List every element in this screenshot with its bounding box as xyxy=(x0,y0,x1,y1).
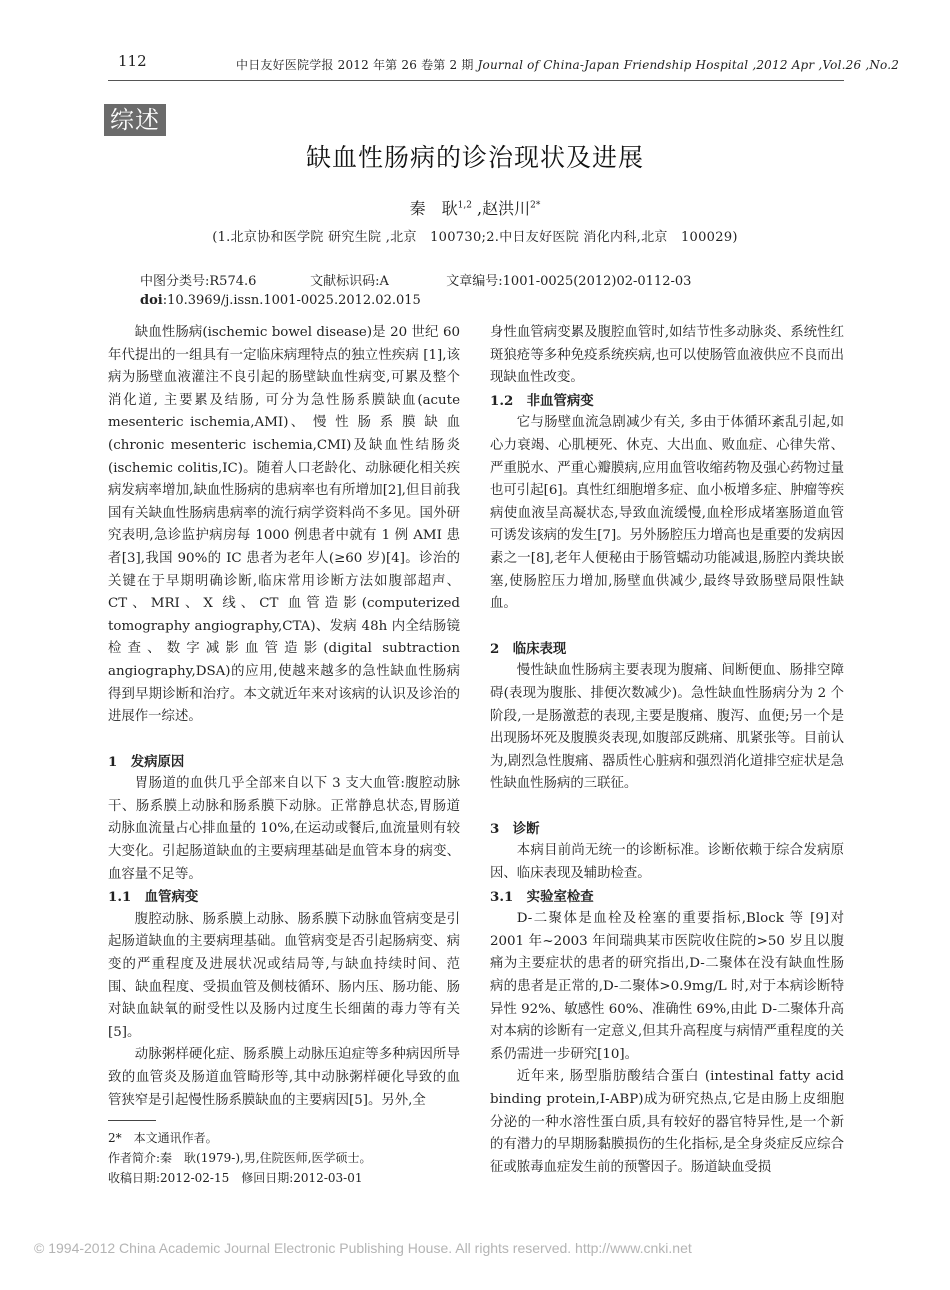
header-rule xyxy=(108,80,844,81)
footnote-corresponding: 2* 本文通讯作者。 xyxy=(108,1131,218,1145)
section-1-1-paragraph-a: 腹腔动脉、肠系膜上动脉、肠系膜下动脉血管病变是引起肠道缺血的主要病理基础。血管病变是否引起肠病变、病变的严重程度及进展状况或结局等,与缺血持续时间、范围、缺血程度、受损血管及侧枝循环、肠内压、肠功能、肠对缺血缺氧的耐受性以及肠内过度生长细菌的毒力等有关[5]。 xyxy=(108,911,460,1040)
section-3-1-heading: 3.1 实验室检查 xyxy=(490,888,594,905)
page-number: 112 xyxy=(118,52,147,70)
author-separator: , xyxy=(471,199,483,218)
section-3-paragraph: 本病目前尚无统一的诊断标准。诊断依赖于综合发病原因、临床表现及辅助检查。 xyxy=(490,843,844,882)
doi-label: doi xyxy=(140,293,163,308)
section-2-heading: 2 临床表现 xyxy=(490,640,567,657)
doi xyxy=(140,293,421,308)
section-1-2-heading: 1.2 非血管病变 xyxy=(490,392,594,409)
section-3-1-paragraph-b: 近年来, 肠型脂肪酸结合蛋白 (intestinal fatty acid binding protein,I-ABP)成为研究热点,它是由肠上皮细胞分泌的一种水溶性蛋白质,具有较好的器官特异性,是一个新的有潜力的早期肠黏膜损伤的生化指标,是全身炎症反应综合征或脓毒血症发生前的预警因子。肠道缺血受损 xyxy=(490,1069,844,1175)
author-1-affil: 1,2 xyxy=(457,200,472,211)
article-meta xyxy=(140,270,691,289)
intro-paragraph: 缺血性肠病(ischemic bowel disease)是 20 世纪 60 年代提出的一组具有一定临床病理特点的独立性疾病 [1],该病为肠壁血液灌注不良引起的肠壁缺血性病变,可累及整个消化道, 主要累及结肠, 可分为急性肠系膜缺血(acute mesenteric ischemia,AMI)、 慢 性 肠 系 膜 缺 血 (chronic mesenteric ischemia,CMI)及缺血性结肠炎(ischemic colitis,IC)。随着人口老龄化、动脉硬化相关疾病发病率增加,缺血性肠病的患病率也有所增加[2],但目前我国有关缺血性肠病患病率的流行病学资料尚不多见。国外研究表明,急诊监护病房每 1000 例患者中就有 1 例 AMI 患者[3],我国 90%的 IC 患者为老年人(≥60 岁)[4]。诊治的关键在于早期明确诊断,临床常用诊断方法如腹部超声、CT、MRI、X 线、CT 血管造影(computerized tomography angiography,CTA)、发病 48h 内全结肠镜检查、数字减影血管造影(digital subtraction angiography,DSA)的应用,使越来越多的急性缺血性肠病得到早期诊断和治疗。本文就近年来对该病的认识及诊治的进展作一综述。 xyxy=(108,325,460,725)
document-code: 文献标识码:A xyxy=(310,274,389,289)
right-column xyxy=(490,322,844,1179)
affiliation: (1.北京协和医学院 研究生院 ,北京 100730;2.中日友好医院 消化内科,北京 100029) xyxy=(212,230,738,245)
section-2-paragraph: 慢性缺血性肠病主要表现为腹痛、间断便血、肠排空障碍(表现为腹胀、排便次数减少)。急性缺血性肠病分为 2 个阶段,一是肠激惹的表现,主要是腹痛、腹泻、血便;另一个是出现肠坏死及腹膜炎表现,如腹部反跳痛、肌紧张等。目前认为,剧烈急性腹痛、器质性心脏病和强烈消化道排空症状是急性缺血性肠病的三联征。 xyxy=(490,663,844,792)
section-1-2-paragraph: 它与肠壁血流急剧减少有关, 多由于体循环紊乱引起,如心力衰竭、心肌梗死、休克、大出血、败血症、心律失常、严重脱水、严重心瓣膜病,应用血管收缩药物及强心药物过量也可引起[6]。真性红细胞增多症、血小板增多症、肿瘤等疾病使血液呈高凝状态,导致血流缓慢,血栓形成堵塞肠道血管可诱发该病的发生[7]。另外肠腔压力增高也是重要的发病因素之一[8],老年人便秘由于肠管蠕动功能减退,肠腔内粪块嵌塞,使肠腔压力增加,肠壁血供减少,最终导致肠壁局限性缺血。 xyxy=(490,415,844,612)
running-header xyxy=(236,56,899,73)
doi-value: :10.3969/j.issn.1001-0025.2012.02.015 xyxy=(162,293,421,308)
footnotes xyxy=(108,1128,371,1188)
footnote-rule xyxy=(108,1120,156,1121)
continued-paragraph: 身性血管病变累及腹腔血管时,如结节性多动脉炎、系统性红斑狼疮等多种免疫系统疾病,也可以使肠管血液供应不良而出现缺血性改变。 xyxy=(490,325,844,386)
author-1: 秦 耿 xyxy=(409,199,458,218)
running-header-en: Journal of China-Japan Friendship Hospital ,2012 Apr ,Vol.26 ,No.2 xyxy=(477,58,900,72)
author-2-affil: 2* xyxy=(530,200,541,211)
section-tag: 综述 xyxy=(104,104,166,136)
clc-number: 中图分类号:R574.6 xyxy=(140,274,257,289)
article-number: 文章编号:1001-0025(2012)02-0112-03 xyxy=(446,274,692,289)
author-2: 赵洪川 xyxy=(482,199,531,218)
footnote-author-bio: 作者简介:秦 耿(1979-),男,住院医师,医学硕士。 xyxy=(108,1151,372,1165)
section-1-heading: 1 发病原因 xyxy=(108,753,185,770)
authors xyxy=(0,196,950,219)
section-1-paragraph: 胃肠道的血供几乎全部来自以下 3 支大血管:腹腔动脉干、肠系膜上动脉和肠系膜下动脉。正常静息状态,胃肠道动脉血流量占心排血量的 10%,在运动或餐后,血流量则有较大变化。引起肠道缺血的主要病理基础是血管本身的病变、血容量不足等。 xyxy=(108,776,460,882)
section-3-heading: 3 诊断 xyxy=(490,820,540,837)
section-3-1-paragraph-a: D-二聚体是血栓及栓塞的重要指标,Block 等 [9]对 2001 年~2003 年间瑞典某市医院收住院的>50 岁且以腹痛为主要症状的患者的研究指出,D-二聚体在没有缺血性肠病的患者是正常的,D-二聚体>0.9mg/L 时,对于本病诊断特异性 92%、敏感性 60%、准确性 69%,由此 D-二聚体升高对本病的诊断有一定意义,但其升高程度与病情严重程度的关系仍需进一步研究[10]。 xyxy=(490,911,844,1062)
footnote-dates: 收稿日期:2012-02-15 修回日期:2012-03-01 xyxy=(108,1171,363,1185)
left-column xyxy=(108,322,460,1112)
section-1-1-heading: 1.1 血管病变 xyxy=(108,889,199,906)
article-title: 缺血性肠病的诊治现状及进展 xyxy=(305,143,644,172)
running-header-cn: 中日友好医院学报 2012 年第 26 卷第 2 期 xyxy=(236,58,474,72)
copyright-notice: © 1994-2012 China Academic Journal Electronic Publishing House. All rights reserved. http://www.cnki.net xyxy=(34,1240,692,1256)
section-1-1-paragraph-b: 动脉粥样硬化症、肠系膜上动脉压迫症等多种病因所导致的血管炎及肠道血管畸形等,其中动脉粥样硬化导致的血管狭窄是引起慢性肠系膜缺血的主要病因[5]。另外,全 xyxy=(108,1047,460,1108)
